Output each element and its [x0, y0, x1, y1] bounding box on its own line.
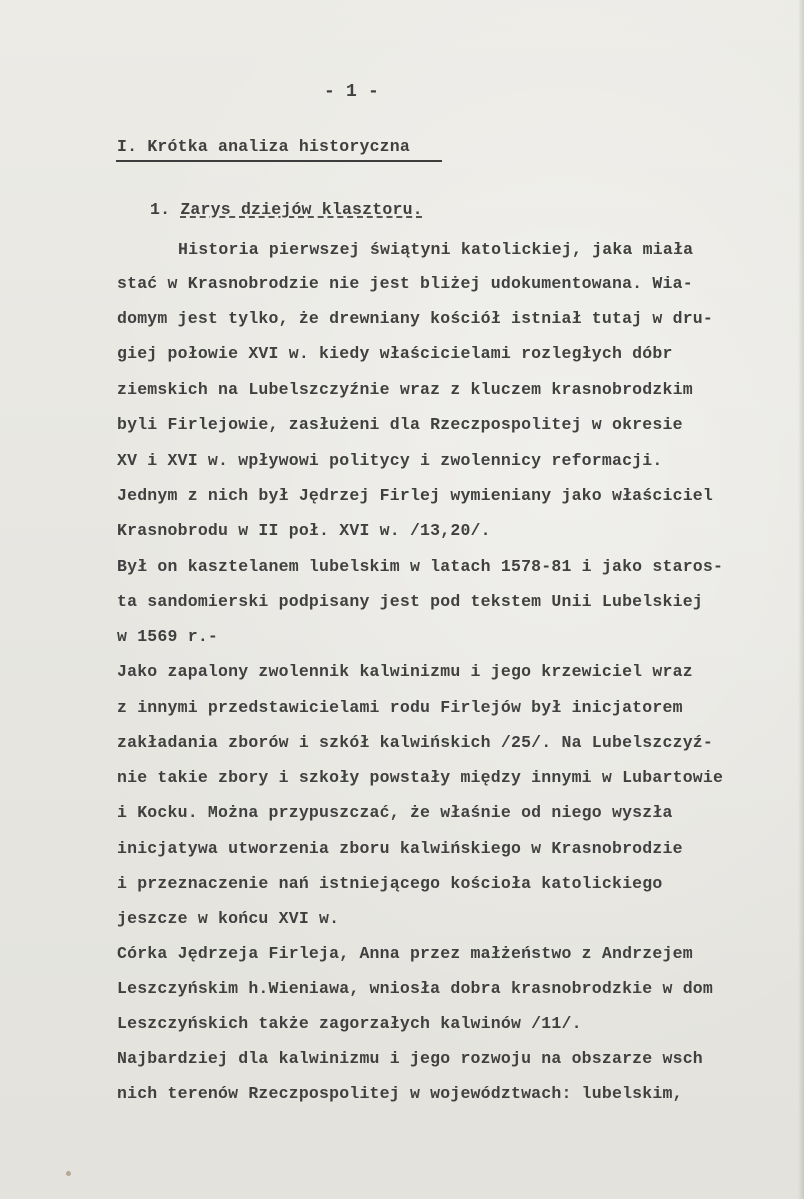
text-line: Najbardziej dla kalwinizmu i jego rozwoju na obszarze wsch: [117, 1049, 703, 1068]
page-edge-shadow: [798, 0, 804, 1199]
subsection-title: Zarys dziejów klasztoru.: [180, 200, 423, 219]
subsection-heading: [150, 200, 423, 219]
text-line: domym jest tylko, że drewniany kościół istniał tutaj w dru-: [117, 309, 713, 328]
text-line: Leszczyńskim h.Wieniawa, wniosła dobra krasnobrodzkie w dom: [117, 979, 713, 998]
paper-speck: [66, 1171, 71, 1176]
text-line: byli Firlejowie, zasłużeni dla Rzeczpospolitej w okresie: [117, 415, 683, 434]
text-line: Jednym z nich był Jędrzej Firlej wymieniany jako właściciel: [117, 486, 713, 505]
subsection-number: 1.: [150, 200, 171, 219]
page-number: - 1 -: [324, 82, 380, 102]
text-line: inicjatywa utworzenia zboru kalwińskiego w Krasnobrodzie: [117, 839, 683, 858]
text-line: Leszczyńskich także zagorzałych kalwinów /11/.: [117, 1014, 582, 1033]
section-heading-underline: [116, 160, 442, 162]
text-line: giej połowie XVI w. kiedy właścicielami rozległych dóbr: [117, 344, 673, 363]
text-line: nie takie zbory i szkoły powstały między innymi w Lubartowie: [117, 768, 724, 787]
text-line: stać w Krasnobrodzie nie jest bliżej udokumentowana. Wia-: [117, 274, 693, 293]
section-title: Krótka analiza historyczna: [147, 137, 410, 156]
section-heading: [117, 137, 410, 156]
text-line: i przeznaczenie nań istniejącego kościoła katolickiego: [117, 874, 663, 893]
text-line: Jako zapalony zwolennik kalwinizmu i jego krzewiciel wraz: [117, 662, 693, 681]
text-line: Był on kasztelanem lubelskim w latach 1578-81 i jako staros-: [117, 557, 724, 576]
section-number: I.: [117, 137, 138, 156]
text-line: w 1569 r.-: [117, 627, 219, 646]
text-line: Historia pierwszej świątyni katolickiej, jaka miała: [178, 240, 694, 259]
text-line: ta sandomierski podpisany jest pod tekstem Unii Lubelskiej: [117, 592, 703, 611]
text-line: XV i XVI w. wpływowi politycy i zwolennicy reformacji.: [117, 451, 663, 470]
text-line: Krasnobrodu w II poł. XVI w. /13,20/.: [117, 521, 491, 540]
text-line: Córka Jędrzeja Firleja, Anna przez małżeństwo z Andrzejem: [117, 944, 693, 963]
text-line: ziemskich na Lubelszczyźnie wraz z kluczem krasnobrodzkim: [117, 380, 693, 399]
text-line: nich terenów Rzeczpospolitej w województwach: lubelskim,: [117, 1084, 683, 1103]
text-line: zakładania zborów i szkół kalwińskich /25/. Na Lubelszczyź-: [117, 733, 713, 752]
text-line: i Kocku. Można przypuszczać, że właśnie od niego wyszła: [117, 803, 673, 822]
text-line: jeszcze w końcu XVI w.: [117, 909, 340, 928]
text-line: z innymi przedstawicielami rodu Firlejów był inicjatorem: [117, 698, 683, 717]
